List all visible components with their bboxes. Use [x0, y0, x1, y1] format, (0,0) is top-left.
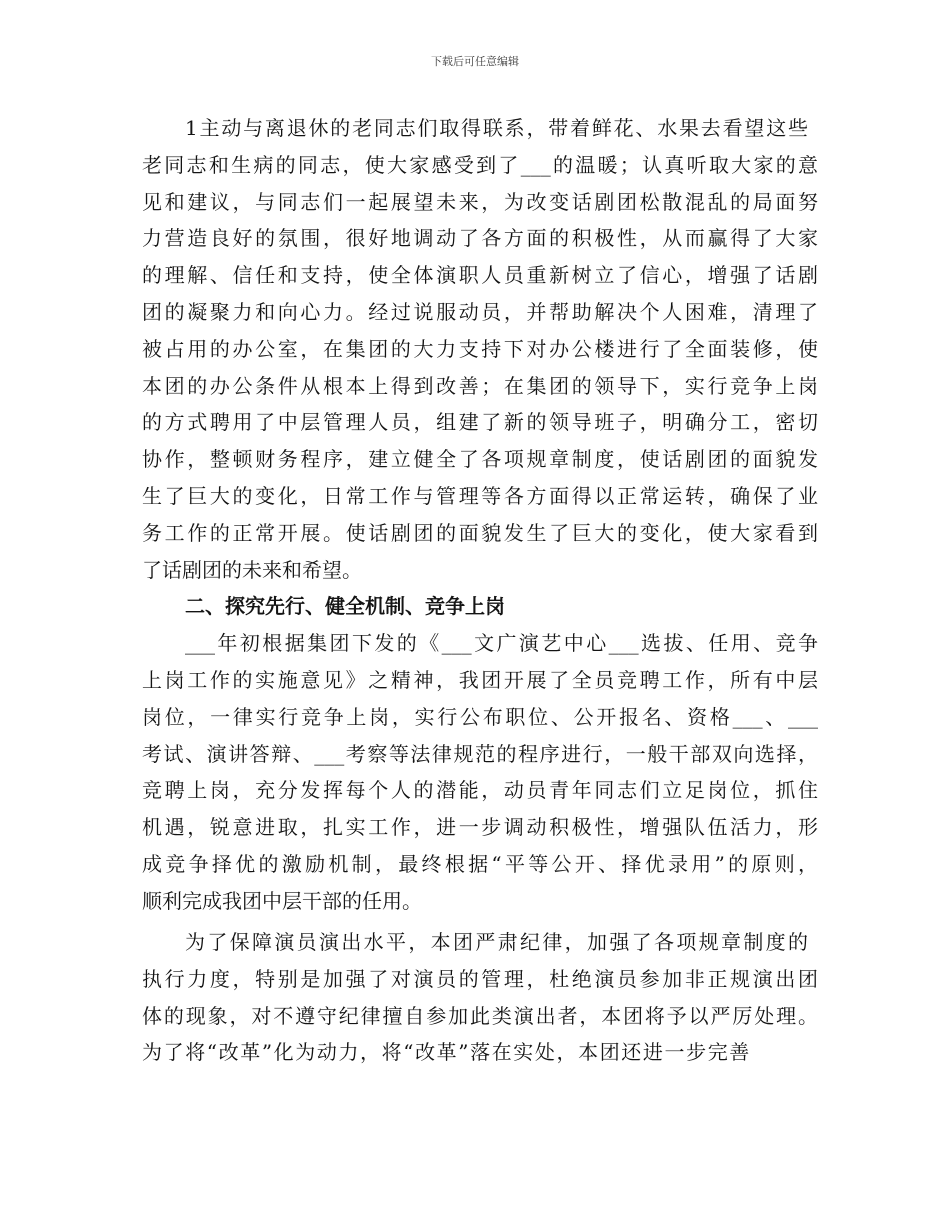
text-line: 成竞争择优的激励机制，最终根据“平等公开、择优录用”的原则， — [142, 852, 818, 876]
text-line: 见和建议，与同志们一起展望未来，为改变话剧团松散混乱的局面努 — [142, 190, 818, 214]
text-line: 力营造良好的氛围，很好地调动了各方面的积极性，从而赢得了大家 — [142, 226, 818, 250]
text-line: 体的现象，对不遵守纪律擅自参加此类演出者，本团将予以严厉处理。 — [142, 1004, 818, 1028]
text-line: 机遇，锐意进取，扎实工作，进一步调动积极性，增强队伍活力，形 — [142, 815, 818, 839]
text-line: 1主动与离退休的老同志们取得联系，带着鲜花、水果去看望这些 — [185, 116, 808, 140]
text-line: 竞聘上岗，充分发挥每个人的潜能，动员青年同志们立足岗位，抓住 — [142, 778, 818, 802]
text-line: 老同志和生病的同志，使大家感受到了___的温暖；认真听取大家的意 — [142, 153, 818, 177]
text-line: 执行力度，特别是加强了对演员的管理，杜绝演员参加非正规演出团 — [142, 967, 818, 991]
text-line: 岗位，一律实行竞争上岗，实行公布职位、公开报名、资格___、___ — [142, 705, 818, 729]
text-line: 被占用的办公室，在集团的大力支持下对办公楼进行了全面装修，使 — [142, 337, 818, 361]
section-heading: 二、探究先行、健全机制、竞争上岗 — [185, 594, 505, 618]
text-line: ___年初根据集团下发的《___文广演艺中心___选拔、任用、竞争 — [185, 631, 818, 655]
text-line: 的理解、信任和支持，使全体演职人员重新树立了信心，增强了话剧 — [142, 263, 818, 287]
text-line: 为了将“改革”化为动力，将“改革”落在实处，本团还进一步完善 — [142, 1040, 751, 1064]
text-line: 的方式聘用了中层管理人员，组建了新的领导班子，明确分工，密切 — [142, 410, 818, 434]
text-line: 团的凝聚力和向心力。经过说服动员，并帮助解决个人困难，清理了 — [142, 300, 818, 324]
text-line: 考试、演讲答辩、___考察等法律规范的程序进行，一般干部双向选择， — [142, 742, 818, 766]
page-header-note: 下载后可任意编辑 — [431, 55, 519, 68]
text-line: 务工作的正常开展。使话剧团的面貌发生了巨大的变化，使大家看到 — [142, 521, 818, 545]
text-line: 协作，整顿财务程序，建立健全了各项规章制度，使话剧团的面貌发 — [142, 447, 818, 471]
text-line: 为了保障演员演出水平，本团严肃纪律，加强了各项规章制度的 — [185, 930, 808, 954]
text-line: 顺利完成我团中层干部的任用。 — [142, 889, 422, 913]
text-line: 上岗工作的实施意见》之精神，我团开展了全员竞聘工作，所有中层 — [142, 668, 818, 692]
text-line: 生了巨大的变化，日常工作与管理等各方面得以正常运转，确保了业 — [142, 484, 818, 508]
text-line: 了话剧团的未来和希望。 — [142, 558, 362, 582]
text-line: 本团的办公条件从根本上得到改善；在集团的领导下，实行竞争上岗 — [142, 374, 818, 398]
